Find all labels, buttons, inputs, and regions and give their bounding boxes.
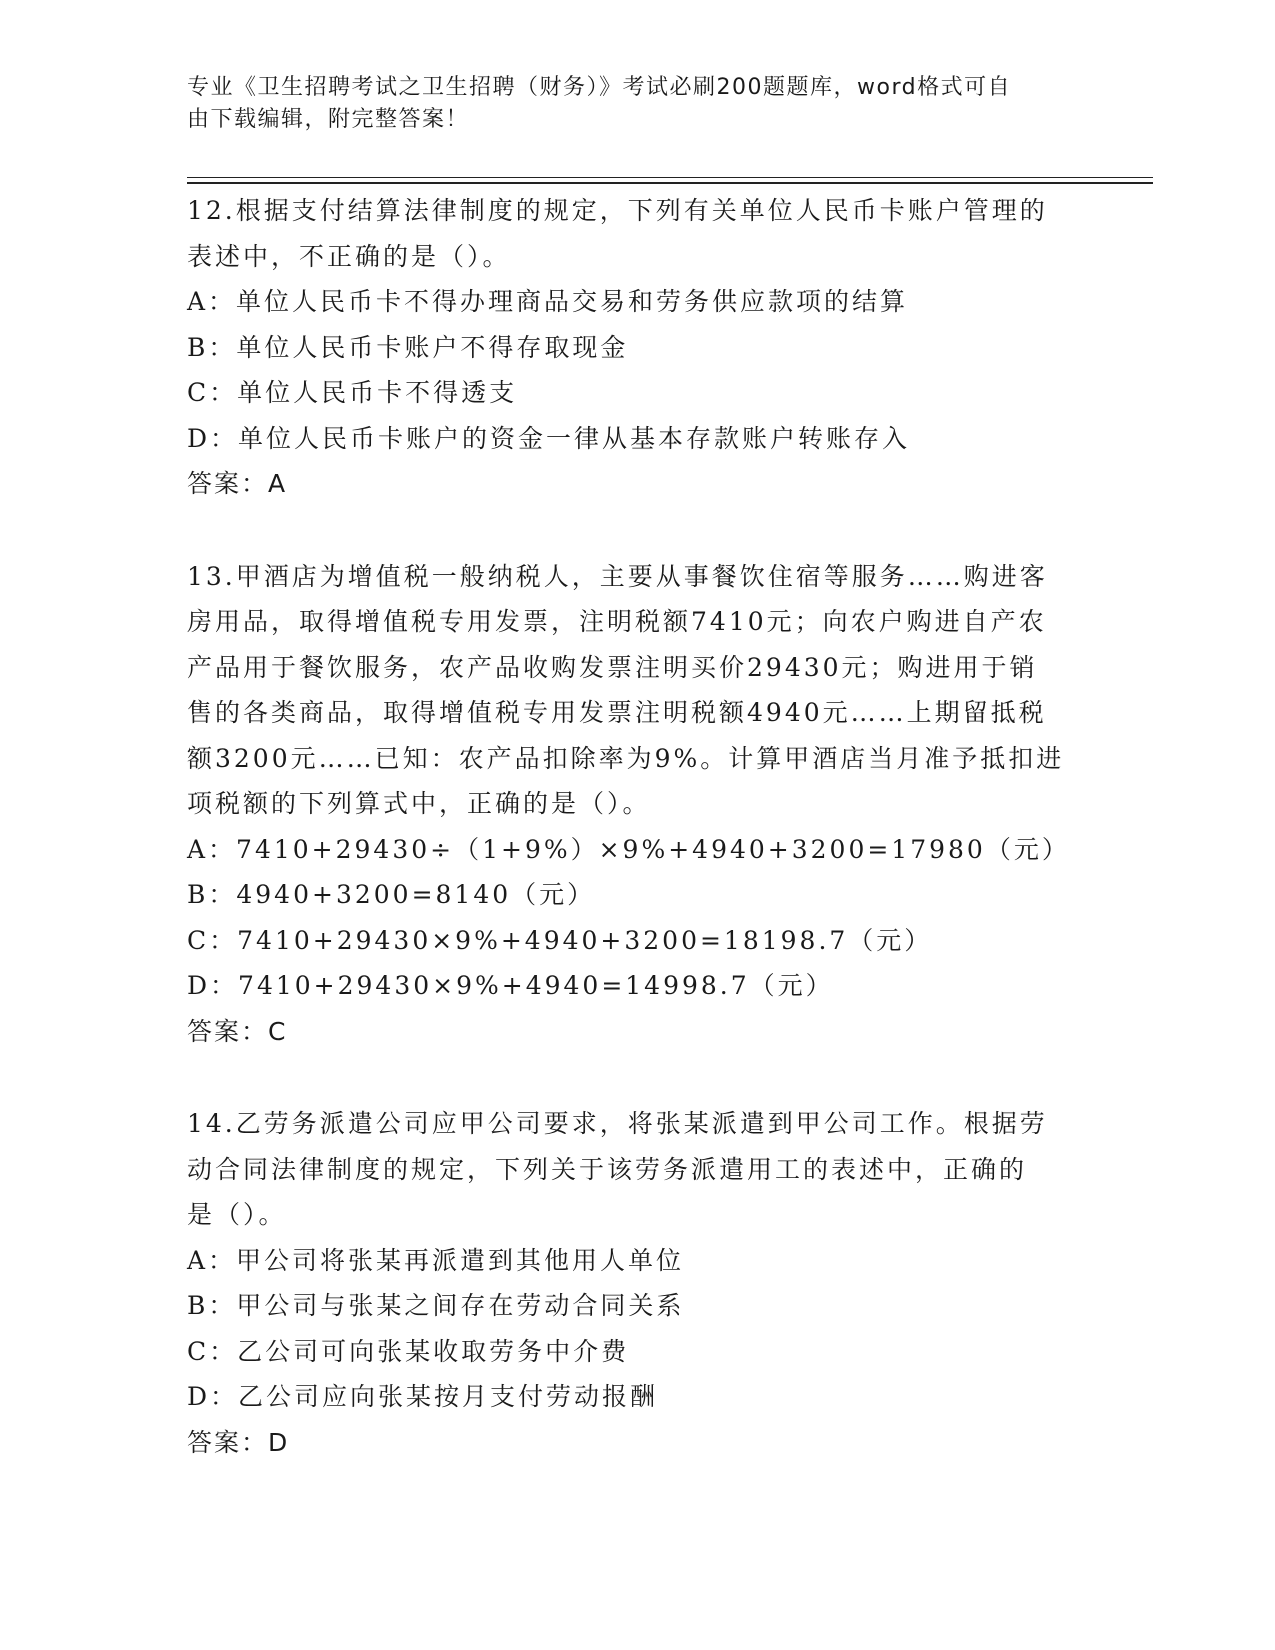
stem-line: 是（）。 <box>187 1200 287 1229</box>
option-c: C：7410+29430×9%+4940+3200=18198.7（元） <box>187 925 933 955</box>
answer-label: 答案：C <box>187 1016 288 1046</box>
answer-label: 答案：A <box>187 469 288 498</box>
option-c: C：乙公司可向张某收取劳务中介费 <box>187 1336 630 1366</box>
stem-line: 房用品，取得增值税专用发票，注明税额7410元；向农户购进自产农 <box>187 607 1047 636</box>
option-d: D：单位人民币卡账户的资金一律从基本存款账户转账存入 <box>187 423 911 453</box>
option-c: C：单位人民币卡不得透支 <box>187 378 518 407</box>
question-stem <box>187 554 1087 827</box>
question-12 <box>187 188 1087 507</box>
header-divider-thick <box>187 182 1153 184</box>
stem-line: 动合同法律制度的规定，下列关于该劳务派遣用工的表述中，正确的 <box>187 1154 1028 1184</box>
question-list <box>187 188 1087 1512</box>
option-b: B：4940+3200=8140（元） <box>187 880 596 909</box>
question-14 <box>187 1101 1087 1465</box>
option-a: A：7410+29430÷（1+9%）×9%+4940+3200=17980（元） <box>187 834 1070 864</box>
option-d: D：乙公司应向张某按月支付劳动报酬 <box>187 1382 659 1411</box>
header-divider-thin <box>187 177 1153 178</box>
option-b: B：单位人民币卡账户不得存取现金 <box>187 332 629 362</box>
header-line: 由下载编辑，附完整答案！ <box>187 107 470 132</box>
stem-line: 售的各类商品，取得增值税专用发票注明税额4940元……上期留抵税 <box>187 698 1047 727</box>
stem-line: 13.甲酒店为增值税一般纳税人，主要从事餐饮住宿等服务……购进客 <box>187 561 1048 591</box>
option-a: A：甲公司将张某再派遣到其他用人单位 <box>187 1245 685 1275</box>
option-b: B：甲公司与张某之间存在劳动合同关系 <box>187 1291 685 1320</box>
header-line: 专业《卫生招聘考试之卫生招聘（财务）》考试必刷200题题库，word格式可自 <box>187 75 1012 100</box>
document-header <box>187 72 1067 136</box>
stem-line: 表述中，不正确的是（）。 <box>187 241 511 271</box>
stem-line: 项税额的下列算式中，正确的是（）。 <box>187 789 651 818</box>
stem-line: 14.乙劳务派遣公司应甲公司要求，将张某派遣到甲公司工作。根据劳 <box>187 1109 1048 1138</box>
option-d: D：7410+29430×9%+4940=14998.7（元） <box>187 971 834 1000</box>
answer-label: 答案：D <box>187 1427 290 1457</box>
question-13 <box>187 554 1087 1055</box>
stem-line: 产品用于餐饮服务，农产品收购发票注明买价29430元；购进用于销 <box>187 652 1038 682</box>
stem-line: 额3200元……已知：农产品扣除率为9%。计算甲酒店当月准予抵扣进 <box>187 743 1065 773</box>
question-stem <box>187 188 1087 279</box>
option-a: A：单位人民币卡不得办理商品交易和劳务供应款项的结算 <box>187 287 909 316</box>
stem-line: 12.根据支付结算法律制度的规定，下列有关单位人民币卡账户管理的 <box>187 196 1048 225</box>
question-stem <box>187 1101 1087 1238</box>
